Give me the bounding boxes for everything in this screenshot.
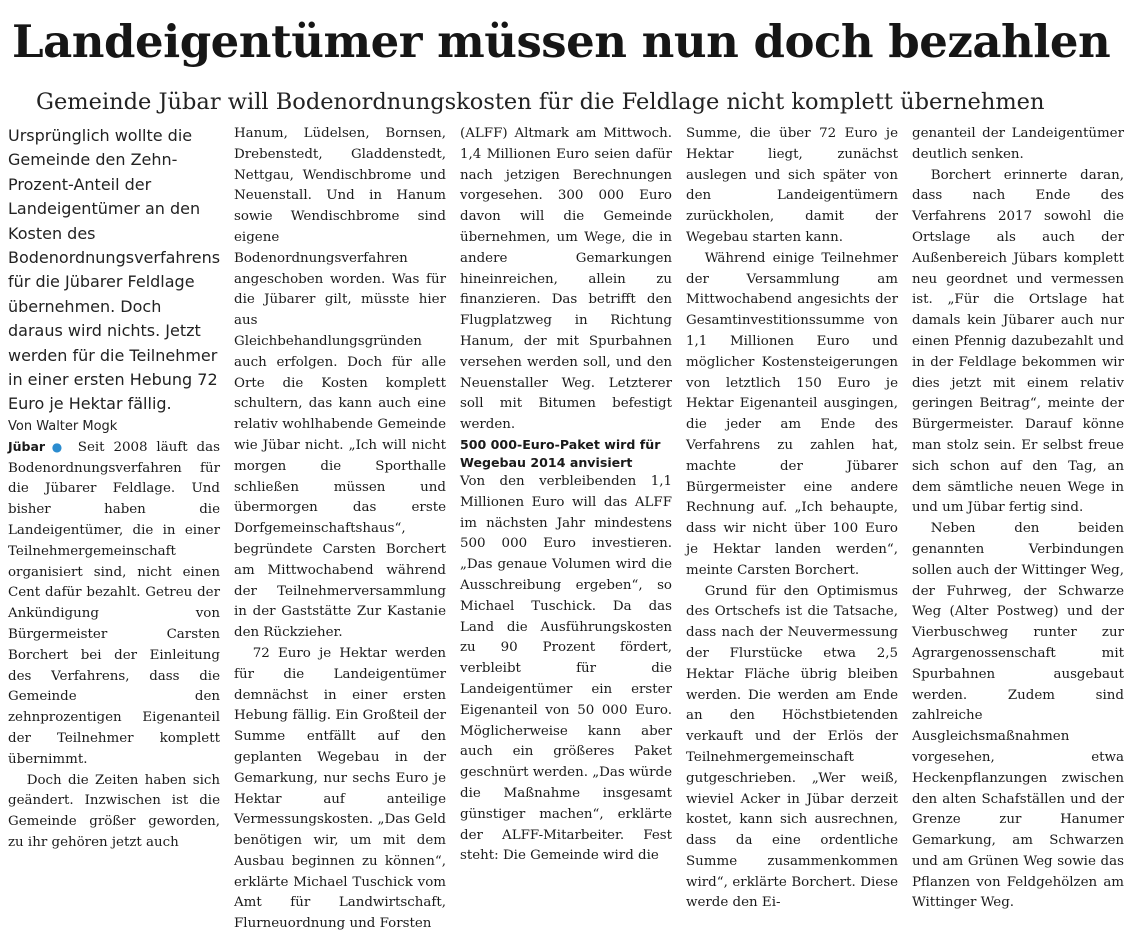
dateline: Jübar — [8, 438, 46, 454]
column-5 — [912, 124, 1124, 911]
body-paragraph: Während einige Teilnehmer der Versammlung am Mittwochabend angesichts der Gesamtinvestitionssumme von 1,1 Millionen Euro und möglicher Kostensteigerungen von letztlich 150 Euro je Hektar Eigenanteil ausgingen, die jeder am Ende des Verfahrens zu zahlen hat, machte der Jübarer Bürgermeister eine andere Rechnung auf. „Ich behaupte, dass wir nicht über 100 Euro je Hektar landen werden“, meinte Carsten Borchert. — [686, 250, 898, 578]
column-3 — [460, 124, 672, 864]
subheadline: Gemeinde Jübar will Bodenordnungskosten für die Feldlage nicht komplett übernehmen — [36, 89, 1045, 115]
body-paragraph: Grund für den Optimismus des Ortschefs ist die Tatsache, dass nach der Neuvermessung der Flurstücke etwa 2,5 Hektar Fläche übrig bleiben werden. Die werden am Ende an den Höchstbietenden verkauft und der Erlös der Teilnehmergemeinschaft gutgeschrieben. „Wer weiß, wieviel Acker in Jübar derzeit kostet, kann sich ausrechnen, dass da eine ordentliche Summe zusammenkommen wird“, erklärte Borchert. Diese werde den Ei- — [686, 583, 898, 911]
body-paragraph — [8, 437, 220, 771]
column-2 — [234, 124, 446, 932]
body-paragraph: 72 Euro je Hektar werden für die Landeigentümer demnächst in einer ersten Hebung fällig. Ein Großteil der Summe entfällt auf den geplanten Wegebau in der Gemarkung, nur sechs Euro je Hektar auf anteilige Vermessungskosten. „Das Geld benötigen wir, um mit dem Ausbau beginnen zu können“, erklärte Michael Tuschick vom Amt für Landwirtschaft, Flurneuordnung und Forsten — [234, 645, 446, 932]
body-text: Seit 2008 läuft das Bodenordnungsverfahren für die Jübarer Feldlage. Und bisher haben die Landeigentümer, die in einer Teilnehmergemeinschaft organisiert sind, nicht einen Cent dafür bezahlt. Getreu der Ankündigung von Bürgermeister Carsten Borchert bei der Einleitung des Verfahrens, dass die Gemeinde den zehnprozentigen Eigenanteil der Teilnehmer komplett übernimmt. — [8, 439, 220, 767]
body-paragraph: Doch die Zeiten haben sich geändert. Inzwischen ist die Gemeinde größer geworden, zu ihr gehören jetzt auch — [8, 772, 220, 851]
headline: Landeigentümer müssen nun doch bezahlen — [12, 15, 1111, 68]
body-paragraph: (ALFF) Altmark am Mittwoch. 1,4 Millionen Euro seien dafür nach jetzigen Berechnungen vorgesehen. 300 000 Euro davon will die Gemeinde übernehmen, um Wege, die in andere Gemarkungen hineinreichen, allein zu finanzieren. Das betrifft den Flugplatzweg in Richtung Hanum, der mit Spurbahnen versehen werden soll, und den Neuenstaller Weg. Letzterer soll mit Bitumen befestigt werden. — [460, 126, 672, 433]
body-paragraph: Hanum, Lüdelsen, Bornsen, Drebenstedt, Gladdenstedt, Nettgau, Wendischbrome und Neuenstall. Und in Hanum sowie Wendischbrome sind eigene Bodenordnungsverfahren angeschoben worden. Was für die Jübarer gilt, müsste hier aus Gleichbehandlungsgründen auch erfolgen. Doch für alle Orte die Kosten komplett schultern, das kann auch eine relativ wohlhabende Gemeinde wie Jübar nicht. „Ich will nicht morgen die Sporthalle schließen müssen und übermorgen das erste Dorfgemeinschaftshaus“, begründete Carsten Borchert am Mittwochabend während der Teilnehmerversammlung in der Gaststätte Zur Kastanie den Rückzieher. — [234, 126, 446, 641]
body-paragraph: Von den verbleibenden 1,1 Millionen Euro will das ALFF im nächsten Jahr mindestens 500 000 Euro investieren. „Das genaue Volumen wird die Ausschreibung ergeben“, so Michael Tuschick. Da das Land die Ausführungskosten zu 90 Prozent fördert, verbleibt für die Landeigentümer ein erster Eigenanteil von 50 000 Euro. Möglicherweise kann aber auch ein größeres Paket geschnürt werden. „Das würde die Maßnahme insgesamt günstiger machen“, erklärte der ALFF-Mitarbeiter. Fest steht: Die Gemeinde wird die — [460, 473, 672, 864]
column-4 — [686, 124, 898, 911]
dateline-dot-icon: ● — [47, 439, 67, 454]
body-paragraph: Neben den beiden genannten Verbindungen sollen auch der Wittinger Weg, der Fuhrweg, der Schwarze Weg (Alter Postweg) und der Vierbuschweg runter zur Agrargenossenschaft mit Spurbahnen ausgebaut werden. Zudem sind zahlreiche Ausgleichsmaßnahmen vorgesehen, etwa Heckenpflanzungen zwischen den alten Schafställen und der Grenze zur Hanumer Gemarkung, am Schwarzen und am Grünen Weg sowie das Pflanzen von Feldgehölzen am Wittinger Weg. — [912, 521, 1124, 911]
body-paragraph: Summe, die über 72 Euro je Hektar liegt, zunächst auslegen und sich später von den Landeigentümern zurückholen, damit der Wegebau starten kann. — [686, 126, 898, 245]
byline: Von Walter Mogk — [8, 418, 118, 434]
body-paragraph: genanteil der Landeigentümer deutlich senken. — [912, 126, 1124, 162]
body-paragraph: Borchert erinnerte daran, dass nach Ende des Verfahrens 2017 sowohl die Ortslage als auch der Außenbereich Jübars komplett neu geordnet und vermessen ist. „Für die Ortslage hat damals kein Jübarer auch nur einen Pfennig dazubezahlt und in der Feldlage bekommen wir dies jetzt mit einem relativ geringen Beitrag“, meinte der Bürgermeister. Darauf könne man stolz sein. Er selbst freue sich schon auf den Tag, an dem sämtliche neuen Wege in und um Jübar fertig sind. — [912, 167, 1124, 516]
interheadline: 500 000-Euro-Paket wird für Wegebau 2014 anvisiert — [460, 436, 661, 470]
teaser: Ursprünglich wollte die Gemeinde den Zehn-Prozent-Anteil der Landeigentümer an den Kosten des Bodenordnungsverfahrens für die Jübarer Feldlage übernehmen. Doch daraus wird nichts. Jetzt werden für die Teilnehmer in einer ersten Hebung 72 Euro je Hektar fällig. — [8, 126, 221, 414]
column-1 — [8, 124, 221, 851]
